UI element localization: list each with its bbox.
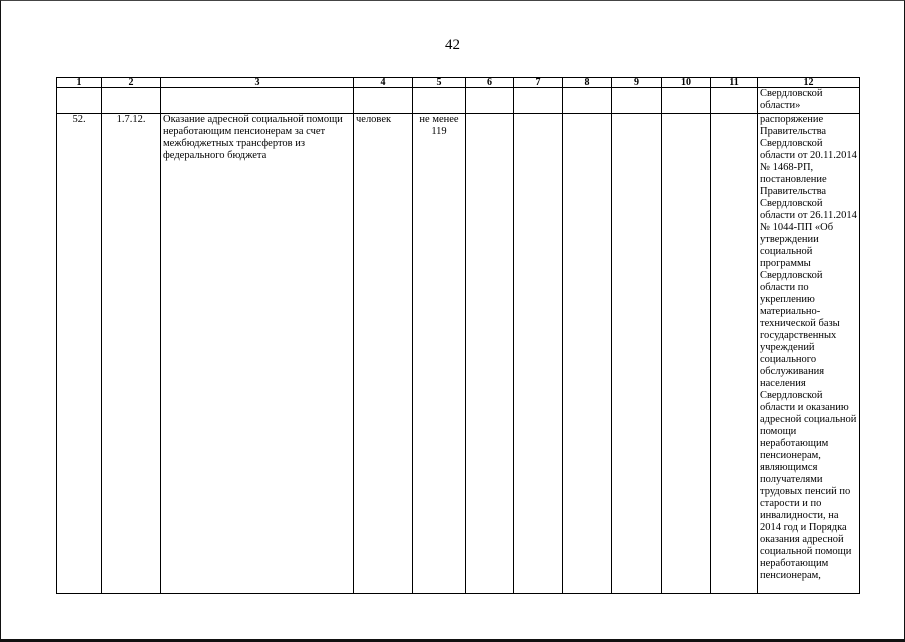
table-cell [57, 88, 102, 114]
table-cell [612, 114, 662, 594]
table-cell [662, 114, 711, 594]
header-col-12: 12 [758, 78, 860, 88]
header-col-11: 11 [711, 78, 758, 88]
page-number: 42 [445, 37, 460, 53]
table-cell [102, 88, 161, 114]
table-cell [563, 114, 612, 594]
target-value: не менее 119 [413, 114, 466, 594]
table-cell [354, 88, 413, 114]
table-cell [612, 88, 662, 114]
continuation-row [57, 88, 860, 114]
header-col-8: 8 [563, 78, 612, 88]
program-table [56, 77, 860, 594]
table-cell [466, 114, 514, 594]
table-cell [514, 114, 563, 594]
table-cell [466, 88, 514, 114]
item-code: 1.7.12. [102, 114, 161, 594]
header-col-6: 6 [466, 78, 514, 88]
header-col-1: 1 [57, 78, 102, 88]
table-cell [711, 88, 758, 114]
header-row [57, 78, 860, 88]
table-cell [413, 88, 466, 114]
table-cell [711, 114, 758, 594]
legal-basis: распоряжение Правительства Свердловской области от 20.11.2014 № 1468-РП, постановление Правительства Свердловской области от 26.11.2014 № 1044-ПП «Об утверждении социальной программы Свердловской области по укреплению материально- технической базы государственных учреждений социального обслуживания населения Свердловской области и оказанию адресной социальной помощи неработающим пенсионерам, являющимся получателями трудовых пенсий по старости и по инвалидности, на 2014 год и Порядка оказания адресной социальной помощи неработающим пенсионерам, [758, 114, 860, 594]
table-cell [161, 88, 354, 114]
header-col-3: 3 [161, 78, 354, 88]
legal-basis-continuation: Свердловской области» [758, 88, 860, 114]
row-number: 52. [57, 114, 102, 594]
table-row [57, 114, 860, 594]
table-cell [563, 88, 612, 114]
header-col-7: 7 [514, 78, 563, 88]
table-cell [514, 88, 563, 114]
header-col-2: 2 [102, 78, 161, 88]
table-cell [662, 88, 711, 114]
header-col-4: 4 [354, 78, 413, 88]
header-col-5: 5 [413, 78, 466, 88]
header-col-10: 10 [662, 78, 711, 88]
unit-of-measure: человек [354, 114, 413, 594]
measure-description: Оказание адресной социальной помощи неработающим пенсионерам за счет межбюджетных трансфертов из федерального бюджета [161, 114, 354, 594]
header-col-9: 9 [612, 78, 662, 88]
